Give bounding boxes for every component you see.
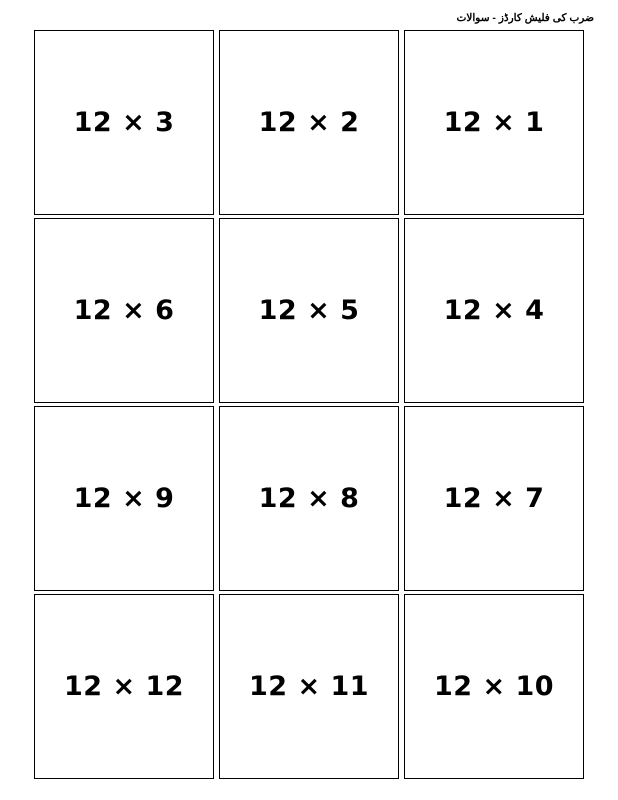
flashcard[interactable]	[219, 594, 399, 779]
flashcard-label: 12 × 5	[258, 295, 360, 326]
flashcard-label: 12 × 9	[73, 483, 175, 514]
flashcard-label: 12 × 12	[63, 671, 185, 702]
flashcard[interactable]	[34, 594, 214, 779]
flashcard-label: 12 × 8	[258, 483, 360, 514]
flashcard[interactable]	[34, 406, 214, 591]
flashcard[interactable]	[34, 218, 214, 403]
flashcard[interactable]	[219, 30, 399, 215]
flashcard-label: 12 × 10	[433, 671, 555, 702]
flashcard[interactable]	[404, 594, 584, 779]
flashcard[interactable]	[404, 30, 584, 215]
flashcard[interactable]	[404, 218, 584, 403]
flashcard-grid	[34, 30, 584, 779]
flashcard-label: 12 × 2	[258, 107, 360, 138]
flashcard[interactable]	[219, 218, 399, 403]
flashcard-label: 12 × 6	[73, 295, 175, 326]
flashcard-label: 12 × 11	[248, 671, 370, 702]
flashcard[interactable]	[404, 406, 584, 591]
flashcard[interactable]	[34, 30, 214, 215]
flashcard-label: 12 × 4	[443, 295, 545, 326]
page-title: ضرب کی فلیش کارڈز - سوالات	[456, 12, 594, 24]
flashcard-label: 12 × 3	[73, 107, 175, 138]
flashcard[interactable]	[219, 406, 399, 591]
flashcard-label: 12 × 7	[443, 483, 545, 514]
flashcard-label: 12 × 1	[443, 107, 545, 138]
